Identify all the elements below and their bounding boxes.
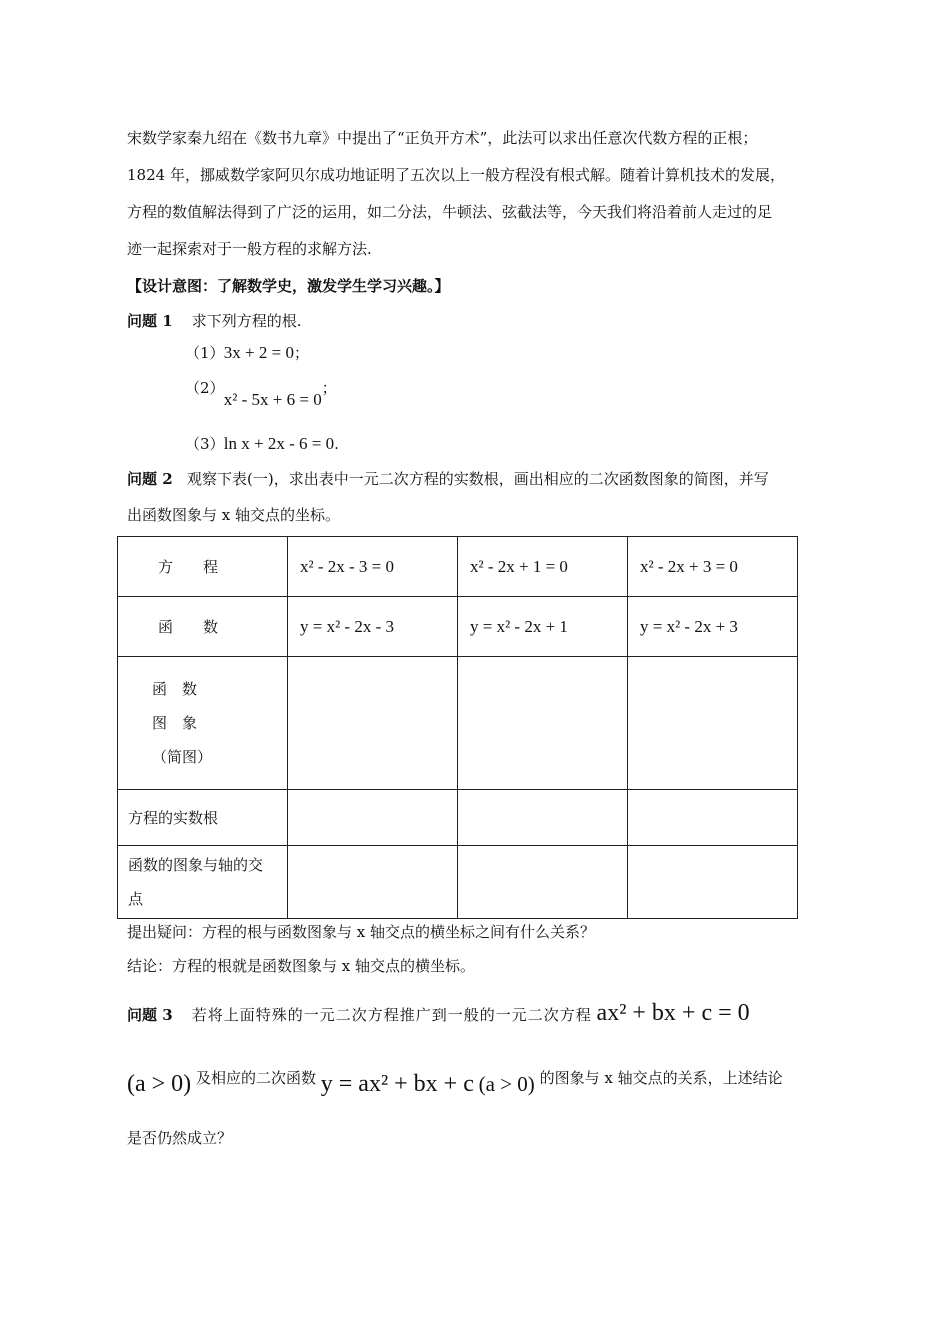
function-cell-3: y = x² - 2x + 3: [628, 597, 798, 657]
table-row-graph: [118, 657, 798, 790]
table-row-function: [118, 597, 798, 657]
intro-line-1: 宋数学家秦九绍在《数书九章》中提出了“正负开方术”，此法可以求出任意次代数方程的正根；: [127, 129, 758, 147]
equation-cell-1: x² - 2x - 3 = 0: [288, 537, 458, 597]
question-1-text: 求下列方程的根.: [191, 312, 302, 330]
q1-item-2-equation: x² - 5x + 6 = 0: [223, 390, 322, 409]
intro-line-3: 方程的数值解法得到了广泛的运用，如二分法，牛顿法、弦截法等，今天我们将沿着前人走过的足: [127, 203, 773, 221]
intersect-cell-1: [288, 846, 458, 919]
intersect-cell-2: [458, 846, 628, 919]
question-1-label: 问题 1: [127, 312, 173, 330]
general-function: y = ax² + bx + c: [320, 1071, 474, 1097]
table-row-intersections: [118, 846, 798, 919]
design-intent: 【设计意图：了解数学史，激发学生学习兴趣。】: [127, 277, 450, 295]
intersect-cell-3: [628, 846, 798, 919]
question-2-text-line-1: 观察下表(一)，求出表中一元二次方程的实数根，画出相应的二次函数图象的简图，并写: [186, 470, 769, 488]
question-3-label: 问题 3: [127, 1006, 173, 1024]
table-row-roots: [118, 790, 798, 846]
q1-item-1: （1） 3x + 2 = 0；: [185, 343, 309, 362]
q1-item-3-equation: ln x + 2x - 6 = 0: [223, 434, 335, 453]
question-2-label: 问题 2: [127, 470, 173, 488]
q1-item-1-equation: 3x + 2 = 0: [223, 343, 294, 362]
question-2-text-line-2: 出函数图象与 x 轴交点的坐标。: [127, 506, 340, 524]
graph-cell-1: [288, 657, 458, 790]
graph-cell-2: [458, 657, 628, 790]
row-label-function: 函 数: [118, 597, 288, 657]
row-label-graph: 函 数 图 象 （简图）: [118, 657, 288, 790]
roots-cell-3: [628, 790, 798, 846]
question-2: [127, 469, 769, 489]
row-label-equation: 方 程: [118, 537, 288, 597]
condition-2: (a > 0): [478, 1072, 535, 1096]
function-cell-1: y = x² - 2x - 3: [288, 597, 458, 657]
intro-line-2: 1824 年，挪威数学家阿贝尔成功地证明了五次以上一般方程没有根式解。随着计算机技术的发展，: [127, 166, 785, 184]
row-label-roots: 方程的实数根: [118, 790, 288, 846]
question-raised: 提出疑问：方程的根与函数图象与 x 轴交点的横坐标之间有什么关系？: [127, 923, 595, 941]
equation-cell-2: x² - 2x + 1 = 0: [458, 537, 628, 597]
roots-cell-2: [458, 790, 628, 846]
row-label-intersections: 函数的图象与轴的交 点: [118, 846, 288, 919]
q1-item-2: （2） x² - 5x + 6 = 0；: [185, 379, 337, 409]
table-row-equation: [118, 537, 798, 597]
general-equation: ax² + bx + c = 0: [596, 1000, 750, 1026]
conclusion: 结论：方程的根就是函数图象与 x 轴交点的横坐标。: [127, 957, 475, 975]
function-cell-2: y = x² - 2x + 1: [458, 597, 628, 657]
question-3-line-2: (a > 0) 及相应的二次函数 y = ax² + bx + c (a > 0) 的图象与 x 轴交点的关系，上述结论: [127, 1069, 783, 1097]
roots-table: [117, 536, 798, 919]
q1-item-3: （3） ln x + 2x - 6 = 0.: [185, 434, 339, 453]
equation-cell-3: x² - 2x + 3 = 0: [628, 537, 798, 597]
question-3-line-3: 是否仍然成立？: [127, 1129, 233, 1147]
question-3-line-1: 问题 3 若将上面特殊的一元二次方程推广到一般的一元二次方程 ax² + bx + c = 0: [127, 1000, 750, 1026]
intro-line-4: 迹一起探索对于一般方程的求解方法.: [127, 240, 372, 258]
roots-cell-1: [288, 790, 458, 846]
graph-cell-3: [628, 657, 798, 790]
condition-1: (a > 0): [127, 1071, 192, 1097]
question-1: [127, 311, 302, 331]
